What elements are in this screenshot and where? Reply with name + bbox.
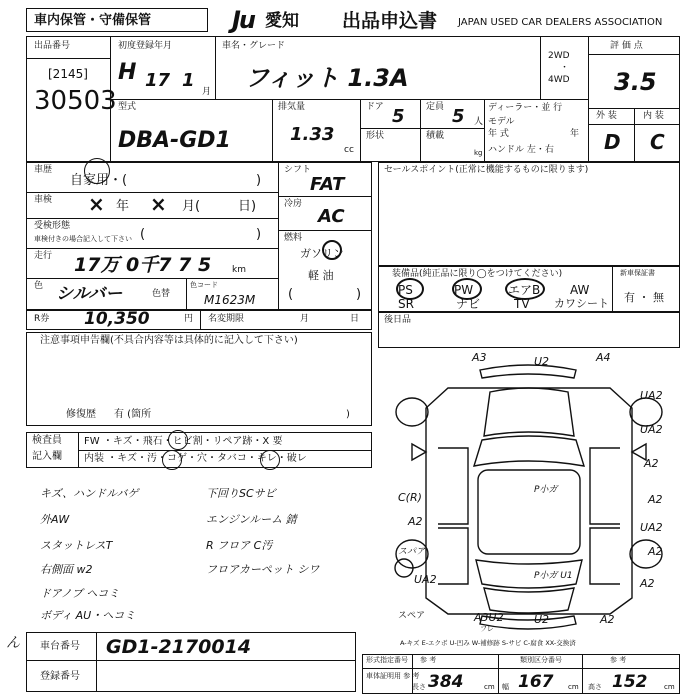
inspect-form-label: 受検形態 (34, 221, 71, 231)
chassis-value: GD1-2170014 (106, 636, 252, 658)
doors-label: ドア (366, 102, 384, 112)
int-label: 内 装 (643, 111, 664, 121)
checker-circle1 (168, 430, 188, 450)
ext-label: 外 装 (596, 111, 617, 121)
dealer-year: 年 式 (488, 129, 509, 139)
fuel-open: ( (288, 287, 294, 302)
drive-2wd: 2WD (548, 51, 570, 61)
grade-value: 3.5 (614, 68, 657, 96)
equip-navi: ナビ (456, 297, 481, 311)
div (360, 99, 361, 162)
car-name-value: フィット 1.3A (245, 64, 409, 92)
diag-top-a4: A4 (596, 351, 611, 364)
car-name-label: 車名・グレード (222, 41, 286, 51)
div (200, 310, 201, 330)
div (272, 99, 273, 162)
dims-label2: 類別区分番号 (520, 656, 562, 664)
equip-aw: AW (570, 283, 590, 297)
equipment-label: 装備品(純正品に限り◯をつけてください) (392, 269, 563, 279)
div (26, 660, 356, 661)
div (186, 278, 187, 310)
mileage-value: 17万 0千7 7 5 (74, 254, 212, 276)
div (420, 99, 421, 162)
diag-legend: A-キズ E-エクボ U-凹み W-補修跡 S-サビ C-腐食 XX-交換済 (400, 639, 576, 647)
div (612, 266, 613, 312)
history-value: 自家用・( (70, 173, 128, 188)
equip-ps: PS (398, 283, 413, 297)
recycle-unit: 円 (184, 314, 194, 324)
div (26, 218, 278, 219)
checker-row1: FW ・キズ・飛石・ヒビ割・リペア跡・X 要 (84, 436, 283, 447)
equip-leather: カワシート (554, 297, 609, 310)
diag-left-1: C(R) (398, 491, 422, 504)
sales-box (378, 162, 680, 266)
color-code: M1623M (204, 293, 256, 307)
rear-box (378, 312, 680, 348)
seats-value: 5 (452, 106, 465, 127)
diag-left-4: UA2 (414, 573, 437, 586)
repair-value: 有 (箇所 (114, 409, 152, 420)
ac-label: 冷房 (284, 199, 303, 209)
drive-4wd: 4WD (548, 75, 570, 85)
remark-left-1: キズ、ハンドルバゲ (40, 487, 139, 500)
diag-bottom-3: U2 (534, 613, 550, 626)
lot-label: 出品番号 (34, 41, 71, 51)
div (498, 654, 499, 694)
warranty-value: 有 ・ 無 (624, 291, 664, 304)
rear-label: 後日品 (384, 315, 412, 325)
div (278, 196, 372, 197)
lot-sub: [2145] (48, 67, 88, 81)
div (26, 248, 278, 249)
recycle-box (26, 310, 372, 330)
lot-number: 30503 (34, 86, 117, 116)
diag-right-5: UA2 (640, 521, 663, 534)
height-unit: cm (664, 683, 675, 691)
inspect-form-close: ) (256, 227, 262, 242)
dealer-year-unit: 年 (570, 129, 580, 139)
diag-right-7: A2 (640, 577, 655, 590)
warranty-label: 新車保証書 (620, 269, 655, 277)
div (582, 654, 583, 694)
diag-left-3: スパア (398, 547, 426, 557)
logo: Ju (232, 6, 255, 34)
div (362, 668, 680, 669)
airbag-circle (505, 278, 545, 300)
engine-unit: cc (344, 145, 354, 155)
diag-center-2: P小ガ U1 (534, 571, 573, 581)
div (540, 36, 541, 99)
remark-left-6: ボディ AU・ヘコミ (40, 609, 136, 622)
checker-label1: 検査員 (32, 435, 62, 446)
diag-right-4: A2 (648, 493, 663, 506)
ac-value: AC (318, 206, 345, 227)
inspect-form-open: ( (140, 227, 146, 242)
car-diagram (378, 348, 680, 652)
inspection-mark1: × (88, 192, 105, 216)
diag-bottom-4: A2 (600, 613, 615, 626)
recycle-label: R券 (34, 314, 50, 324)
transfer-day: 日 (350, 314, 360, 324)
length-unit: cm (484, 683, 495, 691)
grade-label: 評 価 点 (610, 41, 643, 51)
inspect-form-note: 車検付きの場合記入して下さい (34, 235, 132, 243)
width-label: 幅 (502, 683, 509, 691)
diag-right-3: A2 (644, 457, 659, 470)
inspection-year: 年 (116, 199, 130, 214)
length-label: 長さ (412, 683, 426, 691)
remark-left-4: 右側面 w2 (40, 563, 93, 576)
length-value: 384 (428, 672, 464, 692)
form-title: 出品申込書 (342, 10, 438, 32)
inspection-day: 日) (238, 199, 257, 214)
remark-left-2: 外AW (40, 513, 70, 526)
height-label: 高さ (588, 683, 602, 691)
model-label: 型式 (118, 102, 137, 112)
remark-right-4: フロアカーペット シワ (206, 563, 320, 576)
equip-sr: SR (398, 297, 414, 311)
chassis-label: 車台番号 (40, 641, 80, 652)
div (26, 278, 278, 279)
checker-label2: 記入欄 (32, 451, 62, 462)
inspection-mark2: × (150, 192, 167, 216)
height-value: 152 (612, 672, 648, 692)
grade-div4 (588, 124, 680, 125)
int-grade: C (650, 130, 665, 154)
color-change: 色替 (152, 289, 171, 299)
remark-left-3: スタットレスT (40, 539, 113, 552)
width-value: 167 (518, 672, 554, 692)
div (484, 99, 485, 162)
shift-label: シフト (284, 165, 312, 175)
div (278, 162, 279, 310)
lot-divider (26, 58, 110, 59)
english-title: JAPAN USED CAR DEALERS ASSOCIATION (458, 17, 663, 28)
drive-dot: ・ (560, 63, 570, 73)
diag-left-5: スペア (398, 611, 426, 621)
div (96, 632, 97, 692)
fuel-options2: 軽 油 (308, 269, 334, 282)
color-code-label: 色コード (190, 281, 218, 289)
repair-label: 修復歴 (66, 409, 96, 420)
remark-left-5: ドアノブ ヘコミ (40, 587, 120, 600)
plate-label: 登録番号 (40, 671, 80, 682)
fuel-circle (322, 240, 342, 260)
shift-value: FAT (310, 174, 345, 195)
remark-right-1: 下回りSCサビ (206, 487, 276, 500)
recycle-value: 10,350 (84, 309, 150, 329)
engine-value: 1.33 (290, 124, 335, 145)
mileage-unit: km (232, 265, 246, 275)
model-value: DBA-GD1 (118, 128, 231, 153)
org-name: 愛知 (265, 11, 299, 31)
pw-circle (452, 278, 482, 300)
grade-div3 (634, 108, 635, 162)
chassis-mark: ん (6, 635, 20, 651)
inspection-month: 月( (182, 199, 201, 214)
reg-label: 初度登録年月 (118, 41, 173, 51)
dims-label1: 形式指定番号 (366, 656, 408, 664)
history-label: 車歴 (34, 165, 53, 175)
dealer-handle: ハンドル 左・右 (488, 145, 554, 155)
mileage-label: 走行 (34, 251, 53, 261)
doors-value: 5 (392, 106, 405, 127)
dims-label5: 車体証明用 参 考 (366, 672, 420, 680)
inspection-label: 車検 (34, 195, 53, 205)
fuel-label: 燃料 (284, 233, 303, 243)
div (110, 99, 588, 100)
notes-label: 注意事項申告欄(不具合内容等は具体的に記入して下さい) (40, 335, 298, 346)
remark-right-3: R フロア C汚 (206, 539, 273, 552)
fuel-close: ) (356, 287, 362, 302)
seats-unit: 人 (474, 117, 484, 127)
load-label: 積載 (426, 131, 445, 141)
diag-center-1: P小ガ (534, 485, 558, 495)
diag-right-6: A2 (648, 545, 663, 558)
remark-right-2: エンジンルーム 錆 (206, 513, 297, 526)
ps-circle (396, 278, 424, 300)
history-close: ) (256, 173, 262, 188)
equip-airbag: エアB (508, 283, 541, 297)
dealer-label: ディーラー・並 行 (488, 103, 563, 113)
fuel-options: ガソリン (300, 247, 344, 260)
div (215, 36, 216, 99)
grade-div (588, 54, 680, 55)
checker-circle2 (162, 450, 182, 470)
repair-close: ) (346, 409, 350, 420)
color-value: シルバー (56, 284, 123, 304)
load-unit: kg (474, 149, 483, 157)
storage-text: 車内保管・守備保管 (34, 13, 152, 28)
reg-month-unit: 月 (202, 87, 212, 97)
width-unit: cm (568, 683, 579, 691)
checker-circle3 (260, 450, 280, 470)
diag-right-1: UA2 (640, 389, 663, 402)
reg-month: 1 (182, 70, 195, 91)
div (360, 128, 484, 129)
dealer-model: モデル (488, 117, 515, 127)
transfer-month: 月 (300, 314, 310, 324)
transfer-label: 名変期限 (208, 314, 245, 324)
dims-label4: 参 考 (610, 656, 627, 664)
color-label: 色 (34, 281, 44, 291)
dims-label3: 参 考 (420, 656, 437, 664)
equip-tv: TV (514, 297, 530, 311)
shape-label: 形状 (366, 131, 385, 141)
reg-year: 17 (145, 70, 171, 91)
diag-left-2: A2 (408, 515, 423, 528)
checker-row2: 内装 ・キズ・汚・コゲ・穴・タバコ・キレ・破レ (84, 453, 307, 464)
history-circle (84, 158, 110, 184)
diag-bottom-2: フレ (480, 625, 494, 633)
diag-top-u2: U2 (534, 355, 550, 368)
diag-top-a3: A3 (472, 351, 487, 364)
diag-bottom-1: A3U2 (474, 611, 504, 624)
diag-right-2: UA2 (640, 423, 663, 436)
engine-label: 排気量 (278, 102, 306, 112)
seats-label: 定員 (426, 102, 445, 112)
div (278, 230, 372, 231)
ext-grade: D (604, 130, 621, 154)
sales-label: セールスポイント(正常に機能するものに限ります) (384, 165, 589, 175)
equip-pw: PW (454, 283, 474, 297)
div (78, 450, 372, 451)
reg-era: H (118, 60, 137, 85)
